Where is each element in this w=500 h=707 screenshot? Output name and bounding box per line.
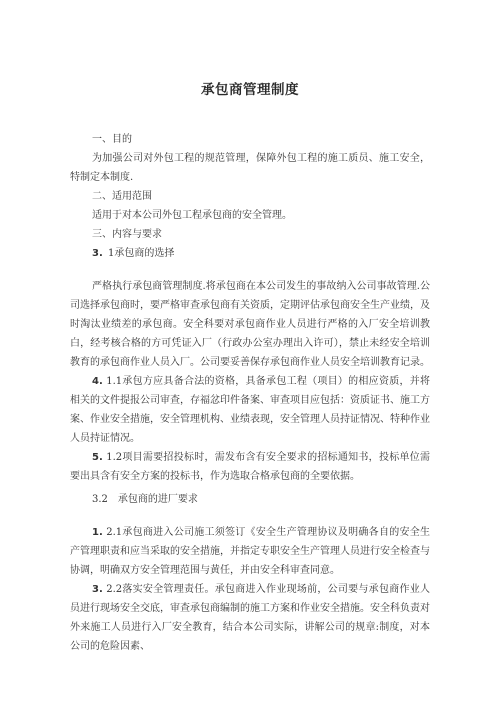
paragraph-number: 1. [92,527,103,538]
paragraph-number: 3. [92,584,103,595]
paragraph-5 [70,448,430,486]
subsection-number: 3. [92,248,103,259]
subsection-3-1-body: 严格执行承包商管理制度.将承包商在本公司发生的事故纳入公司事故管理.公司选择承包商时，要严格审查承包商有关资质，定期评估承包商安全生产业绩，及时淘汰业绩差的承包商。安全科要对承包商作业人员进行严格的入厂安全培训教白，经考核合格的方可凭证入厂（行政办公室办理出入许可），禁止未经安全培训教育的承包商作业人员入厂。公司要妥善保存承包商作业人员安全培训教育记录。 [70,281,430,368]
subsection-3-1-heading [70,244,430,263]
section-scope-heading: 二、适用范围 [92,191,152,202]
paragraph-text: 2.2落实安全管理责任。承包商进入作业现场前，公司要与承包商作业人员进行现场安全交底，审查承包商编制的施工方案和作业安全措施。安全科负责对外来施工人员进行入厂安全教育，结合本公司实际，讲解公司的规章:制度，对本公司的危险因素、 [70,584,430,652]
paragraph-1 [70,523,430,580]
paragraph-number: 4. [92,376,103,387]
section-scope-body: 适用于对本公司外包工程承包商的安全管理。 [92,210,292,221]
section-purpose-heading: 一、目的 [92,134,132,145]
section-purpose-body: 为加强公司对外包工程的规范管理，保障外包工程的施工质员、施工安全，特制定本制度. [70,153,430,183]
section-content-heading: 三、内容与要求 [92,229,162,240]
subsection-3-2-heading: 3.2 承包商的进厂要求 [92,494,198,505]
paragraph-text: 1.2项目需要招投标时，需发布含有安全要求的招标通知书，投标单位需要出具含有安全方案的投标书，作为选取合格承包商的全要依据。 [70,452,430,482]
paragraph-4 [70,372,430,448]
document-title: 承包商管理制度 [201,82,299,98]
paragraph-text: 1.1承包方应具备合法的资格，具备承包工程（项目）的相应资质，并将相关的文件提报公司审查，存福忿印件备案、审查项目应包括：资质证书、施工方案、作业安全措施，安全管理机构、业绩表现，安全管理人员持证情况、特种作业人员持证情况。 [70,376,430,444]
paragraph-number: 5. [92,452,103,463]
paragraph-3 [70,580,430,656]
subsection-title: 1承包商的选择 [107,248,175,259]
paragraph-text: 2.1承包商进入公司施工须签订《安全生产管理协议及明确各自的安全生产管理职责和应当采取的安全措施，并指定专职安全生产管理人员进行安全检查与协调，明确双方安全管理范围与黄任，并由安全科审查同意。 [70,527,430,576]
